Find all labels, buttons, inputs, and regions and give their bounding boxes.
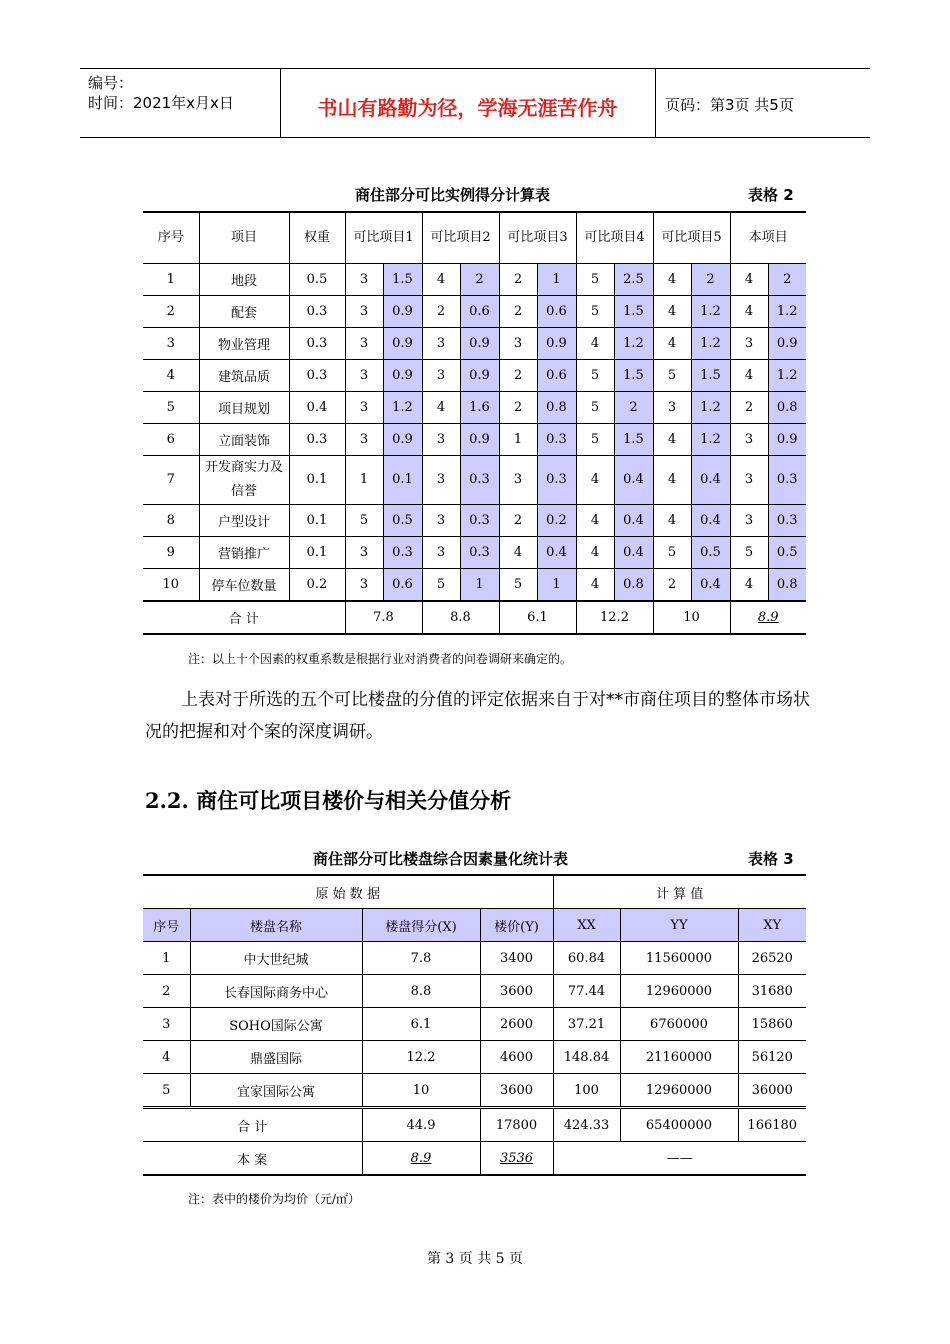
table-cell: 0.3	[289, 296, 345, 328]
table-cell: 0.3	[289, 360, 345, 392]
header-cell: 序号	[143, 909, 190, 942]
table3-caption: 商住部分可比楼盘综合因素量化统计表	[313, 850, 569, 868]
table-cell: 3	[422, 328, 460, 360]
table-cell: 4	[422, 264, 460, 296]
header-cell: YY	[620, 909, 738, 942]
table-cell: 0.6	[460, 296, 499, 328]
stats-table	[143, 874, 806, 1176]
table-cell: 4	[653, 296, 691, 328]
table-cell: 10	[362, 1074, 480, 1108]
table-cell: 3	[345, 537, 383, 569]
table-cell: 5	[143, 392, 199, 424]
table-cell: 1.2	[691, 296, 730, 328]
table-cell: 3	[143, 328, 199, 360]
body-paragraph: 上表对于所选的五个可比楼盘的分值的评定依据来自于对**市商住项目的整体市场状况的把握和对个案的深度调研。	[145, 690, 810, 742]
table-cell: 1	[499, 424, 537, 456]
header-cell: 楼盘名称	[190, 909, 362, 942]
sum-row	[143, 1108, 806, 1142]
table-cell: 开发商实力及信誉	[199, 456, 289, 505]
table-row	[143, 456, 806, 505]
header-divider	[655, 69, 656, 137]
table-cell: 12.2	[362, 1041, 480, 1074]
table-cell: 3	[422, 456, 460, 505]
header-cell: 楼盘得分(X)	[362, 909, 480, 942]
table-cell: 0.2	[537, 505, 576, 537]
table-row	[143, 424, 806, 456]
table-cell: 0.1	[289, 505, 345, 537]
table-cell: 4	[576, 456, 614, 505]
case-calc: ——	[553, 1142, 806, 1176]
table-cell: 2	[499, 392, 537, 424]
section-title: 2.2. 商住可比项目楼价与相关分值分析	[145, 788, 512, 813]
table-cell: 5	[653, 537, 691, 569]
sum-label: 合 计	[143, 1108, 362, 1142]
table-cell: 11560000	[620, 942, 738, 975]
header-cell: 项目	[199, 212, 289, 264]
table-cell: 5	[422, 569, 460, 602]
table-cell: 3	[422, 360, 460, 392]
table-cell: 26520	[738, 942, 806, 975]
header-cell: 序号	[143, 212, 199, 264]
table-cell: 0.9	[383, 296, 422, 328]
table-cell: 0.4	[537, 537, 576, 569]
table-cell: 4	[653, 424, 691, 456]
table-cell: 5	[576, 424, 614, 456]
table-cell: 0.5	[383, 505, 422, 537]
table-row	[143, 392, 806, 424]
table-cell: 0.4	[691, 505, 730, 537]
table2-note: 注：以上十个因素的权重系数是根据行业对消费者的问卷调研来确定的。	[188, 652, 573, 666]
table-cell: 5	[143, 1074, 190, 1108]
sum-cell: 65400000	[620, 1108, 738, 1142]
table-cell: 60.84	[553, 942, 620, 975]
table-cell: 中大世纪城	[190, 942, 362, 975]
table-cell: 1.2	[383, 392, 422, 424]
table-cell: 4	[576, 328, 614, 360]
header-cell: XY	[738, 909, 806, 942]
header-cell: XX	[553, 909, 620, 942]
table-cell: 2	[460, 264, 499, 296]
table-cell: 10	[143, 569, 199, 602]
table-cell: 148.84	[553, 1041, 620, 1074]
table-cell: 3	[499, 328, 537, 360]
table-cell: 0.9	[383, 328, 422, 360]
table-row	[143, 975, 806, 1008]
header-cell: 可比项目2	[422, 212, 499, 264]
table-cell: 7	[143, 456, 199, 505]
table-cell: 0.1	[383, 456, 422, 505]
table-cell: 3	[345, 264, 383, 296]
table-cell: 1.2	[691, 328, 730, 360]
table-cell: 立面装饰	[199, 424, 289, 456]
doc-code-label: 编号：	[88, 74, 134, 92]
table-cell: 8.8	[362, 975, 480, 1008]
table-cell: 3	[730, 424, 768, 456]
table-cell: 3400	[480, 942, 553, 975]
table2-caption: 商住部分可比实例得分计算表	[355, 186, 551, 204]
table-cell: 1.5	[614, 360, 653, 392]
table-cell: 37.21	[553, 1008, 620, 1041]
table-cell: 1.6	[460, 392, 499, 424]
table-cell: 21160000	[620, 1041, 738, 1074]
table-row	[143, 1041, 806, 1074]
table-cell: 4	[653, 505, 691, 537]
table-cell: 3	[345, 569, 383, 602]
table-cell: 3	[345, 296, 383, 328]
table-cell: 停车位数量	[199, 569, 289, 602]
table-cell: 2	[730, 392, 768, 424]
sum-cell: 166180	[738, 1108, 806, 1142]
table-cell: 2	[614, 392, 653, 424]
header-cell: 可比项目1	[345, 212, 422, 264]
table-cell: 0.3	[460, 537, 499, 569]
table-cell: 56120	[738, 1041, 806, 1074]
table-cell: 长春国际商务中心	[190, 975, 362, 1008]
table-cell: 3	[422, 505, 460, 537]
table-cell: 0.4	[289, 392, 345, 424]
total-cell: 7.8	[345, 601, 422, 634]
table-cell: 0.5	[768, 537, 806, 569]
table-row	[143, 942, 806, 975]
table-row	[143, 264, 806, 296]
table-cell: 3	[499, 456, 537, 505]
table-cell: 4	[653, 328, 691, 360]
table-cell: 0.9	[537, 328, 576, 360]
table-cell: 地段	[199, 264, 289, 296]
table-cell: 5	[499, 569, 537, 602]
table-cell: 12960000	[620, 1074, 738, 1108]
table-cell: 0.3	[289, 328, 345, 360]
table-cell: 0.2	[289, 569, 345, 602]
table-cell: 8	[143, 505, 199, 537]
case-price: 3536	[480, 1142, 553, 1176]
table-row	[143, 360, 806, 392]
table-cell: 1	[143, 264, 199, 296]
table-group-row	[143, 875, 806, 909]
table-cell: 0.8	[537, 392, 576, 424]
table-cell: 5	[576, 264, 614, 296]
table-cell: 0.6	[383, 569, 422, 602]
total-cell: 8.8	[422, 601, 499, 634]
table-cell: 3	[730, 505, 768, 537]
table3-tag: 表格 3	[748, 850, 794, 868]
table-cell: 2	[143, 975, 190, 1008]
table-cell: 0.8	[768, 569, 806, 602]
table-cell: 0.3	[289, 424, 345, 456]
table-header-row	[143, 909, 806, 942]
table-cell: 0.3	[383, 537, 422, 569]
table-cell: 5	[345, 505, 383, 537]
header-cell: 可比项目3	[499, 212, 576, 264]
table-cell: 1.5	[614, 424, 653, 456]
table-cell: 4	[653, 456, 691, 505]
table-cell: 1	[460, 569, 499, 602]
table-cell: 3	[345, 392, 383, 424]
table-cell: 4	[422, 392, 460, 424]
table-cell: 5	[653, 360, 691, 392]
total-cell: 6.1	[499, 601, 576, 634]
table-cell: 1.2	[768, 360, 806, 392]
page-header	[80, 68, 870, 138]
table-cell: 0.3	[537, 424, 576, 456]
table-cell: 3	[143, 1008, 190, 1041]
table-cell: 2.5	[614, 264, 653, 296]
table-cell: 4	[576, 569, 614, 602]
header-page-label: 页码：第3页 共5页	[665, 96, 794, 114]
table-cell: 1	[345, 456, 383, 505]
table-cell: 1.2	[614, 328, 653, 360]
table-cell: 77.44	[553, 975, 620, 1008]
table-cell: 0.1	[289, 537, 345, 569]
case-score: 8.9	[362, 1142, 480, 1176]
table-cell: 2	[499, 360, 537, 392]
sum-cell: 424.33	[553, 1108, 620, 1142]
table-cell: 户型设计	[199, 505, 289, 537]
table-cell: 4	[499, 537, 537, 569]
table-cell: 100	[553, 1074, 620, 1108]
table-row	[143, 569, 806, 602]
table-cell: 0.1	[289, 456, 345, 505]
table-cell: 12960000	[620, 975, 738, 1008]
table-cell: 3	[730, 328, 768, 360]
table-cell: 4	[576, 505, 614, 537]
group-header-raw: 原 始 数 据	[143, 875, 553, 909]
table-cell: 2	[653, 569, 691, 602]
table-cell: 3600	[480, 975, 553, 1008]
case-row	[143, 1142, 806, 1176]
header-motto: 书山有路勤为径，学海无涯苦作舟	[317, 96, 618, 120]
table-cell: 6.1	[362, 1008, 480, 1041]
table-cell: 3	[345, 424, 383, 456]
table-cell: 2	[768, 264, 806, 296]
total-row	[143, 601, 806, 634]
table-cell: 1.5	[614, 296, 653, 328]
table-cell: 1	[537, 569, 576, 602]
table-cell: 建筑品质	[199, 360, 289, 392]
table-cell: SOHO国际公寓	[190, 1008, 362, 1041]
table-cell: 1.2	[691, 392, 730, 424]
table-cell: 1.2	[691, 424, 730, 456]
table-cell: 0.8	[768, 392, 806, 424]
header-cell: 权重	[289, 212, 345, 264]
table-row	[143, 505, 806, 537]
table-cell: 4	[730, 264, 768, 296]
group-header-calc: 计 算 值	[553, 875, 806, 909]
table2-tag: 表格 2	[748, 186, 794, 204]
table-cell: 1	[143, 942, 190, 975]
table-cell: 0.4	[691, 456, 730, 505]
table-cell: 配套	[199, 296, 289, 328]
table-cell: 2	[143, 296, 199, 328]
table-cell: 项目规划	[199, 392, 289, 424]
table-cell: 4	[730, 569, 768, 602]
table-cell: 0.9	[768, 424, 806, 456]
table-row	[143, 328, 806, 360]
doc-time-label: 时间：2021年x月x日	[88, 94, 234, 112]
table-cell: 5	[576, 296, 614, 328]
table-row	[143, 296, 806, 328]
table-cell: 5	[730, 537, 768, 569]
table-cell: 0.3	[460, 456, 499, 505]
table-cell: 4	[143, 1041, 190, 1074]
table-cell: 3	[653, 392, 691, 424]
header-cell: 可比项目5	[653, 212, 730, 264]
table-cell: 营销推广	[199, 537, 289, 569]
table-cell: 6760000	[620, 1008, 738, 1041]
table-cell: 0.3	[768, 505, 806, 537]
table-cell: 2	[499, 296, 537, 328]
table-cell: 15860	[738, 1008, 806, 1041]
table-cell: 0.4	[614, 505, 653, 537]
table-cell: 物业管理	[199, 328, 289, 360]
table-row	[143, 1074, 806, 1108]
table-cell: 4	[730, 296, 768, 328]
table-cell: 0.9	[768, 328, 806, 360]
table-cell: 0.4	[614, 537, 653, 569]
header-cell: 本项目	[730, 212, 806, 264]
score-table	[143, 211, 806, 635]
table-cell: 3	[422, 424, 460, 456]
table-cell: 7.8	[362, 942, 480, 975]
table-cell: 3600	[480, 1074, 553, 1108]
table-cell: 31680	[738, 975, 806, 1008]
table-cell: 0.5	[289, 264, 345, 296]
table-row	[143, 1008, 806, 1041]
total-cell: 12.2	[576, 601, 653, 634]
table-cell: 1.2	[768, 296, 806, 328]
table-cell: 0.4	[614, 456, 653, 505]
table-cell: 0.9	[460, 424, 499, 456]
table-cell: 0.9	[383, 424, 422, 456]
table-cell: 9	[143, 537, 199, 569]
table-cell: 0.3	[460, 505, 499, 537]
table-cell: 鼎盛国际	[190, 1041, 362, 1074]
table-cell: 1	[537, 264, 576, 296]
table-cell: 0.6	[537, 360, 576, 392]
table-cell: 1.5	[383, 264, 422, 296]
table-cell: 2600	[480, 1008, 553, 1041]
table-cell: 0.4	[691, 569, 730, 602]
table3-note: 注：表中的楼价为均价（元/㎡）	[188, 1192, 361, 1206]
table-cell: 3	[345, 360, 383, 392]
table-cell: 4	[143, 360, 199, 392]
table-cell: 2	[422, 296, 460, 328]
table-cell: 4600	[480, 1041, 553, 1074]
total-cell: 8.9	[730, 601, 806, 634]
table-cell: 36000	[738, 1074, 806, 1108]
sum-cell: 17800	[480, 1108, 553, 1142]
table-cell: 宜家国际公寓	[190, 1074, 362, 1108]
sum-cell: 44.9	[362, 1108, 480, 1142]
table-header-row	[143, 212, 806, 264]
table-cell: 2	[691, 264, 730, 296]
table-cell: 0.3	[537, 456, 576, 505]
table-cell: 4	[576, 537, 614, 569]
table-cell: 4	[730, 360, 768, 392]
header-cell: 可比项目4	[576, 212, 653, 264]
table-cell: 0.9	[383, 360, 422, 392]
table-cell: 3	[730, 456, 768, 505]
header-cell: 楼价(Y)	[480, 909, 553, 942]
table-cell: 0.8	[614, 569, 653, 602]
table-cell: 1.5	[691, 360, 730, 392]
table-cell: 0.9	[460, 328, 499, 360]
page-footer: 第 3 页 共 5 页	[426, 1251, 524, 1267]
table-cell: 0.5	[691, 537, 730, 569]
table-cell: 0.9	[460, 360, 499, 392]
table-cell: 2	[499, 505, 537, 537]
table-cell: 5	[576, 360, 614, 392]
table-cell: 2	[499, 264, 537, 296]
total-label: 合 计	[143, 601, 345, 634]
total-cell: 10	[653, 601, 730, 634]
table-cell: 6	[143, 424, 199, 456]
table-cell: 3	[345, 328, 383, 360]
table-cell: 0.6	[537, 296, 576, 328]
table-row	[143, 537, 806, 569]
table-cell: 3	[422, 537, 460, 569]
case-label: 本 案	[143, 1142, 362, 1176]
table-cell: 5	[576, 392, 614, 424]
table-cell: 4	[653, 264, 691, 296]
table-cell: 0.3	[768, 456, 806, 505]
